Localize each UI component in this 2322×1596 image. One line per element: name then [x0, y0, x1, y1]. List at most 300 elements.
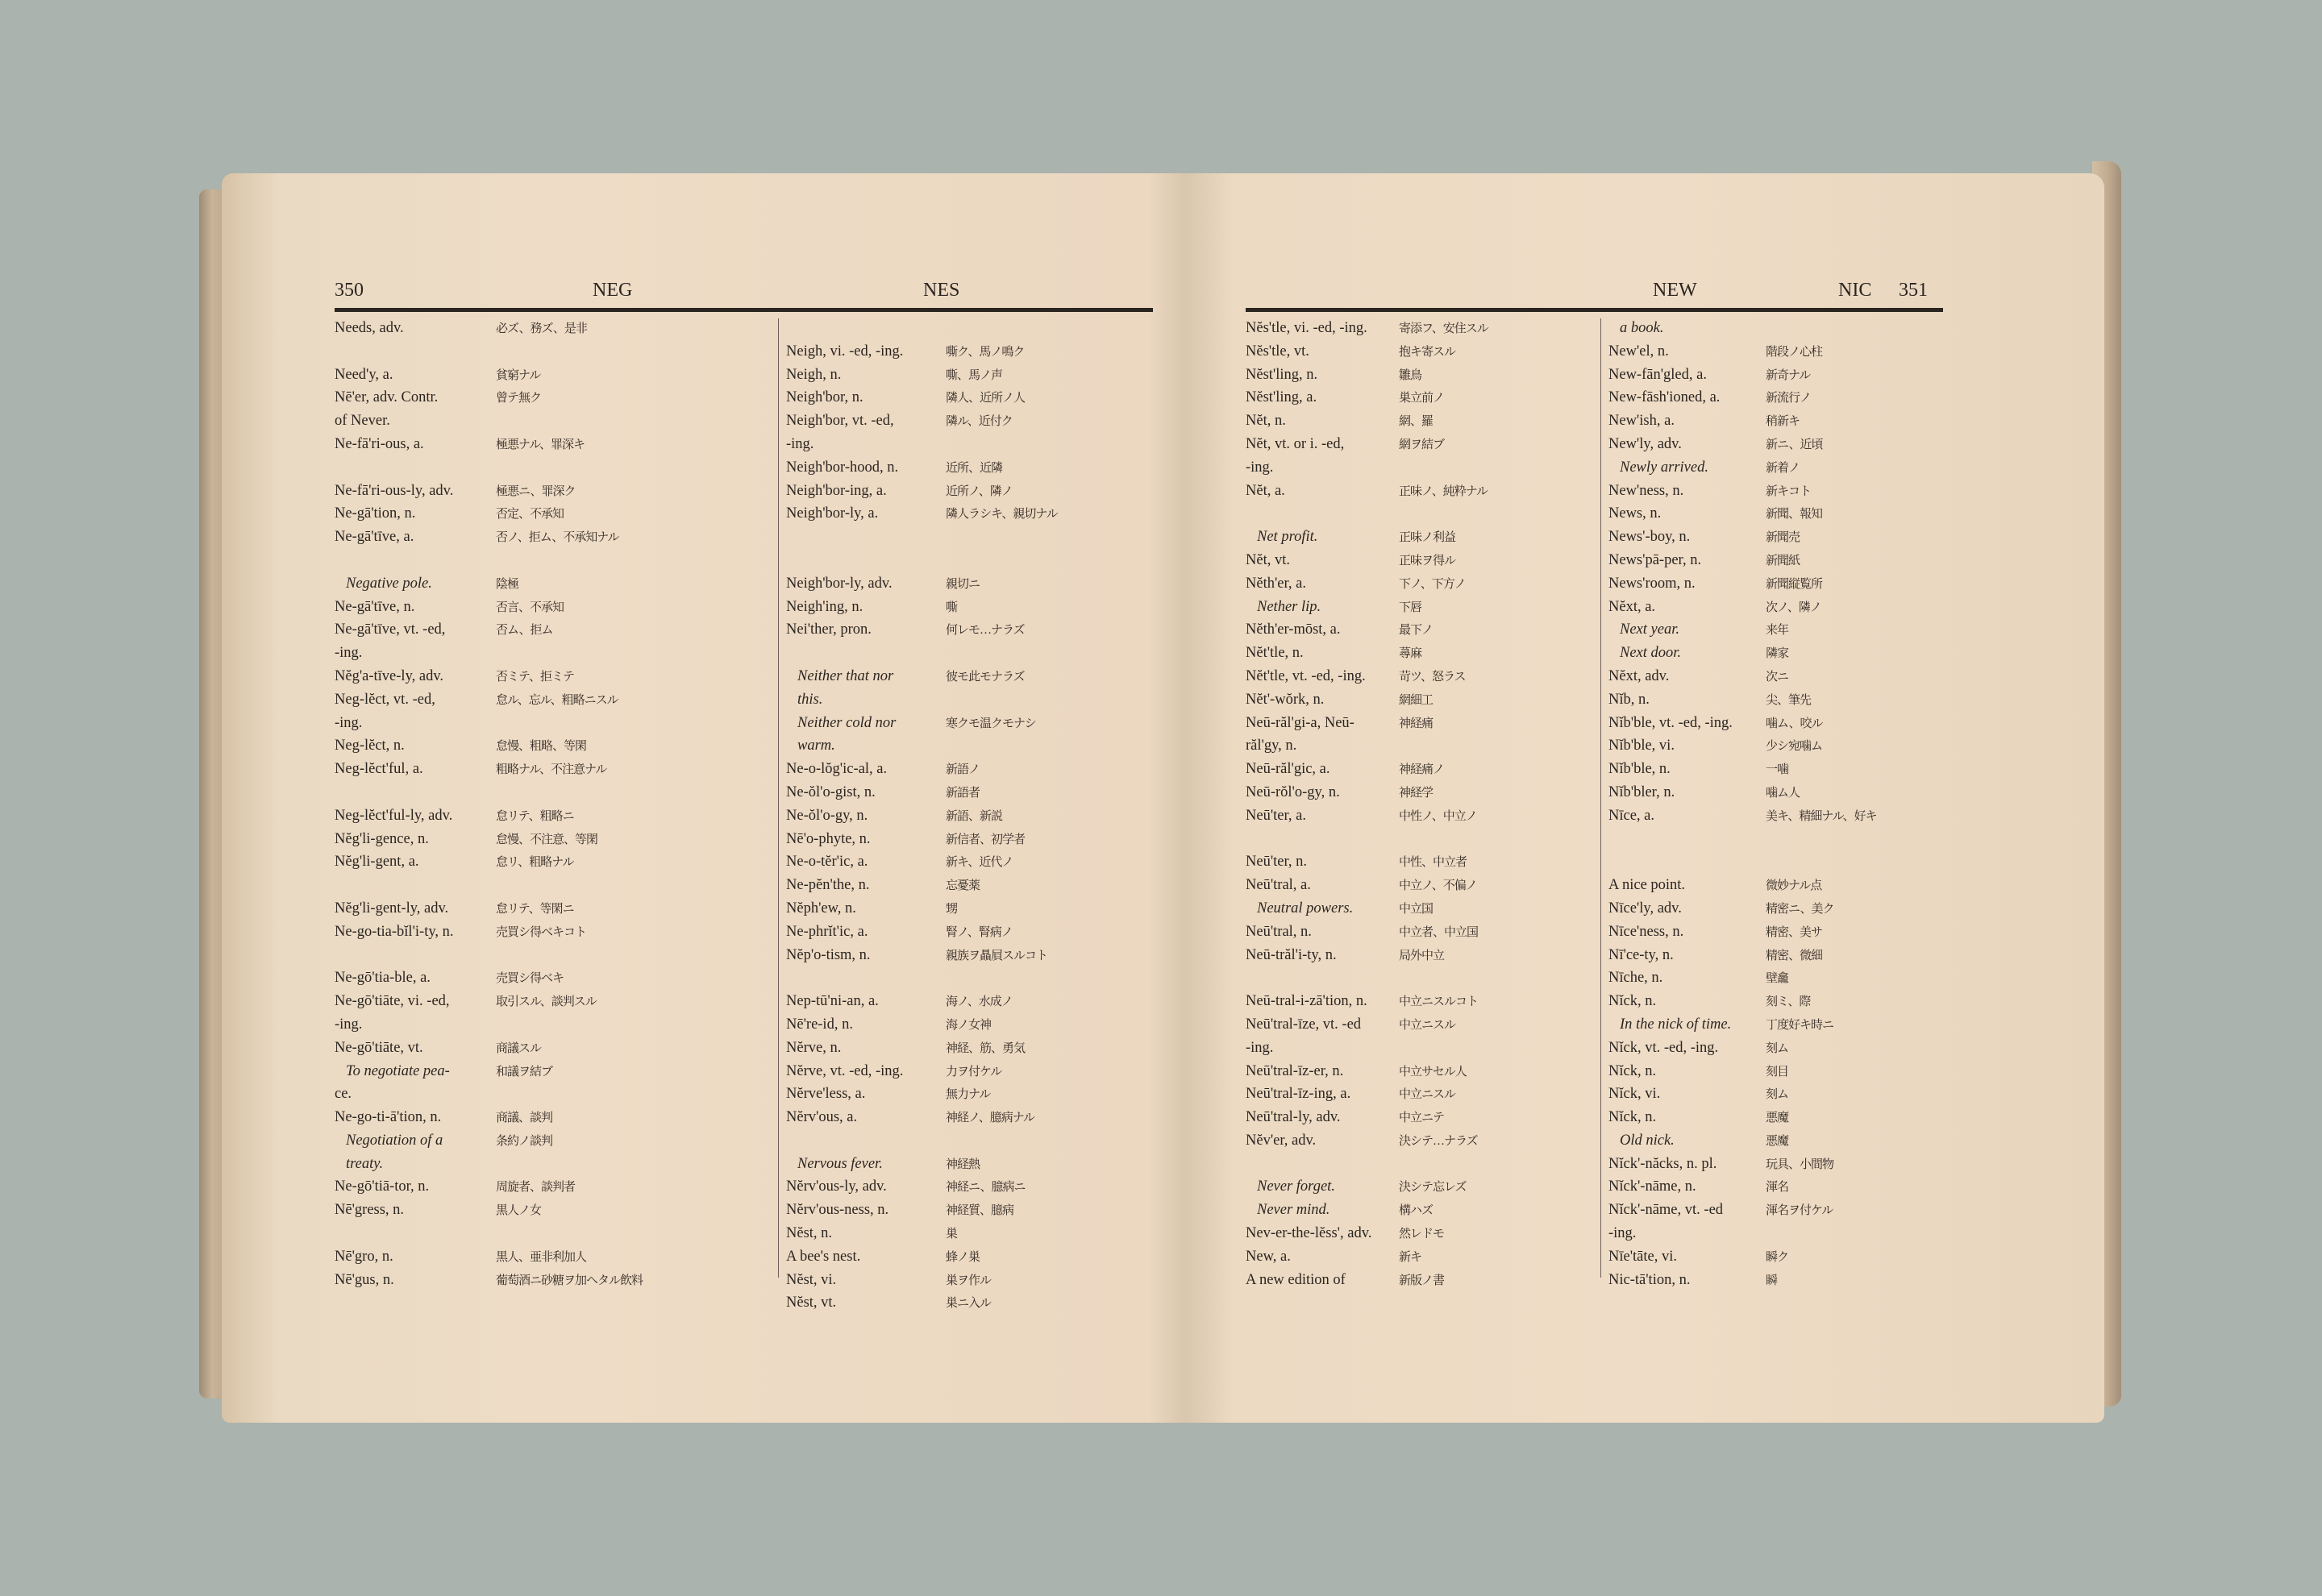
japanese-definition: 中性ノ、中立ノ — [1399, 809, 1477, 823]
headword: Nĕrv'ous-ness, n. — [786, 1202, 889, 1219]
dictionary-entry — [1246, 1245, 1592, 1269]
headword: Nĕt, n. — [1246, 413, 1286, 430]
dictionary-entry — [1608, 1083, 1947, 1106]
dictionary-entry — [335, 642, 770, 665]
headword: Nĕv'er, adv. — [1246, 1132, 1317, 1149]
headword: Ne-fā'ri-ous-ly, adv. — [335, 482, 454, 499]
japanese-definition: 怠慢、不注意、等閑 — [496, 833, 598, 846]
japanese-definition: 精密ニ、美ク — [1766, 902, 1834, 916]
dictionary-entry — [786, 1060, 1165, 1083]
japanese-definition: 瞬ク — [1766, 1250, 1789, 1264]
headword: Nĕrve, n. — [786, 1039, 842, 1056]
dictionary-entry — [1246, 758, 1592, 781]
dictionary-entry — [1608, 1245, 1947, 1269]
japanese-definition: 条約ノ談判 — [496, 1134, 553, 1148]
dictionary-entry — [1608, 502, 1947, 526]
japanese-definition: 親族ヲ贔屓スルコト — [946, 949, 1048, 962]
headword: Neū-trăl'i-ty, n. — [1246, 946, 1337, 963]
dictionary-entry — [335, 1153, 770, 1176]
headword: -ing. — [335, 1016, 363, 1033]
headword: A nice point. — [1608, 877, 1686, 894]
japanese-definition: 嘶ク、馬ノ鳴ク — [946, 345, 1025, 359]
japanese-definition: 黒人、亜非利加人 — [496, 1250, 587, 1264]
dictionary-entry — [1246, 596, 1592, 619]
dictionary-entry — [1246, 1013, 1592, 1037]
japanese-definition: 次ニ — [1766, 670, 1789, 684]
headword: Nep-tū'ni-an, a. — [786, 993, 879, 1010]
dictionary-entry — [1608, 1060, 1947, 1083]
headword: Nĕg'li-gent, a. — [335, 854, 419, 871]
right-header-rule — [1246, 308, 1943, 312]
japanese-definition: 否ミテ、拒ミテ — [496, 670, 574, 684]
dictionary-entry — [786, 665, 1165, 688]
dictionary-entry — [335, 340, 770, 364]
dictionary-entry — [786, 502, 1165, 526]
japanese-definition: 和議ヲ結ブ — [496, 1065, 553, 1079]
dictionary-entry — [1608, 340, 1947, 364]
dictionary-entry — [1608, 618, 1947, 642]
dictionary-entry — [1608, 1106, 1947, 1129]
japanese-definition: 売買シ得ベキコト — [496, 925, 587, 939]
japanese-definition: 中立ニスル — [1399, 1088, 1456, 1102]
japanese-definition: 極悪ナル、罪深キ — [496, 438, 585, 451]
japanese-definition: 中立ニスル — [1399, 1018, 1456, 1032]
dictionary-entry — [1246, 317, 1592, 340]
dictionary-entry — [786, 642, 1165, 665]
dictionary-entry — [335, 502, 770, 526]
dictionary-entry — [786, 1291, 1165, 1315]
dictionary-entry — [1246, 1083, 1592, 1106]
japanese-definition: 黒人ノ女 — [496, 1204, 542, 1218]
dictionary-entry — [786, 1245, 1165, 1269]
headword: Neū'ter, n. — [1246, 854, 1308, 871]
headword: Nether lip. — [1257, 598, 1321, 615]
headword: Nē'gro, n. — [335, 1248, 393, 1265]
japanese-definition: 巣ヲ作ル — [946, 1274, 992, 1287]
dictionary-entry — [1246, 966, 1592, 990]
dictionary-entry — [1246, 712, 1592, 735]
headword: Nĕrv'ous-ly, adv. — [786, 1178, 887, 1195]
headword: Nē'gress, n. — [335, 1202, 405, 1219]
japanese-definition: 微妙ナル点 — [1766, 879, 1822, 893]
dictionary-entry — [335, 317, 770, 340]
dictionary-entry — [1246, 433, 1592, 456]
japanese-definition: 少シ宛噛ム — [1766, 740, 1823, 754]
dictionary-entry — [786, 1222, 1165, 1245]
dictionary-entry — [1246, 526, 1592, 549]
japanese-definition: 腎ノ、腎病ノ — [946, 925, 1013, 939]
japanese-definition: 正味ノ、純粋ナル — [1399, 484, 1488, 498]
japanese-definition: 忘憂薬 — [946, 879, 980, 893]
japanese-definition: 近所、近隣 — [946, 461, 1003, 475]
headword: Nĕst, vi. — [786, 1271, 837, 1288]
dictionary-entry — [1608, 781, 1947, 804]
japanese-definition: 陰極 — [496, 577, 519, 591]
dictionary-entry — [786, 549, 1165, 572]
headword: Neū'ter, a. — [1246, 807, 1307, 824]
japanese-definition: 神経痛 — [1399, 717, 1434, 730]
dictionary-entry — [1246, 480, 1592, 503]
japanese-definition: 神経ニ、臆病ニ — [946, 1181, 1026, 1195]
japanese-definition: 階段ノ心柱 — [1766, 345, 1823, 359]
japanese-definition: 無力ナル — [946, 1088, 991, 1102]
dictionary-entry — [1608, 1129, 1947, 1153]
dictionary-entry — [786, 944, 1165, 967]
japanese-definition: 新信者、初学者 — [946, 833, 1026, 846]
headword: News, n. — [1608, 505, 1662, 522]
headword: Newly arrived. — [1620, 459, 1708, 476]
dictionary-entry — [1608, 572, 1947, 596]
left-page-column-1 — [335, 317, 770, 1291]
japanese-definition: 近所ノ、隣ノ — [946, 484, 1013, 498]
dictionary-entry — [1608, 921, 1947, 944]
dictionary-entry — [335, 1199, 770, 1222]
dictionary-entry — [1608, 433, 1947, 456]
dictionary-entry — [335, 828, 770, 851]
dictionary-entry — [335, 781, 770, 804]
headword: Neg-lĕct'ful-ly, adv. — [335, 807, 453, 824]
headword: Nĕt, vt. or i. -ed, — [1246, 435, 1345, 452]
headword: Neū'tral-īze, vt. -ed — [1246, 1016, 1362, 1033]
right-page-column-2 — [1608, 317, 1947, 1291]
dictionary-entry — [786, 1037, 1165, 1060]
right-page-number: 351 — [1899, 280, 1928, 301]
japanese-definition: 神経、筋、勇気 — [946, 1041, 1026, 1055]
headword: Never forget. — [1257, 1178, 1335, 1195]
dictionary-entry — [786, 1199, 1165, 1222]
dictionary-entry — [1246, 1106, 1592, 1129]
headword: Neigh'bor, vt. -ed, — [786, 413, 894, 430]
dictionary-entry — [1608, 758, 1947, 781]
headword: Ne-go-ti-ā'tion, n. — [335, 1109, 442, 1126]
dictionary-entry — [1246, 921, 1592, 944]
headword: Need'y, a. — [335, 366, 393, 383]
dictionary-entry — [335, 526, 770, 549]
japanese-definition: 壁龕 — [1766, 972, 1789, 986]
headword: -ing. — [1608, 1225, 1637, 1242]
headword: New'ish, a. — [1608, 413, 1675, 430]
headword: Nĕxt, a. — [1608, 598, 1656, 615]
headword: -ing. — [1246, 459, 1274, 476]
headword: Nĭb'ble, vt. -ed, -ing. — [1608, 714, 1733, 731]
headword: Nē'er, adv. Contr. — [335, 389, 439, 406]
japanese-definition: 中性、中立者 — [1399, 856, 1467, 870]
headword: Neigh, n. — [786, 366, 842, 383]
headword: Ne-gō'tiāte, vt. — [335, 1039, 423, 1056]
headword: Negotiation of a — [346, 1132, 443, 1149]
japanese-definition: 正味ノ利益 — [1399, 531, 1456, 545]
japanese-definition: 新キコト — [1766, 484, 1812, 498]
headword: Ne-pĕn'the, n. — [786, 877, 870, 894]
japanese-definition: 正味ヲ得ル — [1399, 554, 1456, 567]
headword: New, a. — [1246, 1248, 1291, 1265]
dictionary-entry — [1246, 665, 1592, 688]
dictionary-entry — [1246, 850, 1592, 874]
japanese-definition: 神経ノ、臆病ナル — [946, 1112, 1035, 1125]
dictionary-entry — [335, 758, 770, 781]
headword: Neg-lĕct, vt. -ed, — [335, 691, 435, 708]
headword: Next door. — [1620, 645, 1682, 662]
headword: Neū'tral, n. — [1246, 923, 1312, 940]
dictionary-entry — [1246, 1037, 1592, 1060]
left-column-divider — [778, 318, 779, 1278]
japanese-definition: 寒クモ温クモナシ — [946, 717, 1036, 730]
dictionary-entry — [1246, 1199, 1592, 1222]
dictionary-entry — [786, 921, 1165, 944]
headword: Net profit. — [1257, 529, 1318, 546]
dictionary-entry — [1608, 364, 1947, 387]
headword: -ing. — [786, 435, 814, 452]
headword: -ing. — [1246, 1039, 1274, 1056]
headword: Nīe'tāte, vi. — [1608, 1248, 1678, 1265]
dictionary-entry — [1608, 596, 1947, 619]
dictionary-entry — [1246, 1269, 1592, 1292]
japanese-definition: 否定、不承知 — [496, 508, 564, 522]
dictionary-entry — [786, 1106, 1165, 1129]
japanese-definition: 神経質、臆病 — [946, 1204, 1014, 1218]
dictionary-entry — [335, 1106, 770, 1129]
headword: Nĕt'-wŏrk, n. — [1246, 691, 1325, 708]
headword: Nĭck'-nāme, n. — [1608, 1178, 1696, 1195]
headword: Nĭb, n. — [1608, 691, 1650, 708]
dictionary-entry — [335, 409, 770, 433]
headword: Neg-lĕct, n. — [335, 738, 405, 754]
dictionary-entry — [335, 897, 770, 921]
dictionary-entry — [1608, 1175, 1947, 1199]
japanese-definition: 新版ノ書 — [1399, 1274, 1445, 1287]
japanese-definition: 中立者、中立国 — [1399, 925, 1479, 939]
dictionary-entry — [786, 874, 1165, 897]
japanese-definition: 神経痛ノ — [1399, 763, 1445, 777]
dictionary-entry — [335, 1013, 770, 1037]
dictionary-entry — [786, 850, 1165, 874]
headword: Nĭck, vi. — [1608, 1086, 1661, 1103]
japanese-definition: 怠慢、粗略、等閑 — [496, 740, 587, 754]
headword: News'pā-per, n. — [1608, 551, 1702, 568]
right-guide-word-start: NEW — [1653, 280, 1697, 301]
headword: Nĕph'ew, n. — [786, 900, 856, 916]
headword: Never mind. — [1257, 1202, 1330, 1219]
japanese-definition: 新語、新説 — [946, 809, 1003, 823]
dictionary-entry — [786, 897, 1165, 921]
dictionary-entry — [786, 712, 1165, 735]
dictionary-entry — [335, 618, 770, 642]
japanese-definition: 売買シ得ベキ — [496, 972, 564, 986]
japanese-definition: 新聞縦覧所 — [1766, 577, 1823, 591]
dictionary-entry — [1246, 1129, 1592, 1153]
dictionary-entry — [786, 364, 1165, 387]
headword: Neū'tral-īz-ing, a. — [1246, 1086, 1351, 1103]
japanese-definition: 否言、不承知 — [496, 601, 564, 614]
dictionary-entry — [786, 618, 1165, 642]
headword: Neū'tral, a. — [1246, 877, 1311, 894]
japanese-definition: 局外中立 — [1399, 949, 1445, 962]
dictionary-entry — [1608, 1037, 1947, 1060]
japanese-definition: 瞬 — [1766, 1274, 1778, 1287]
japanese-definition: 噛ム人 — [1766, 786, 1800, 800]
dictionary-entry — [1608, 549, 1947, 572]
dictionary-entry — [786, 1083, 1165, 1106]
dictionary-entry — [786, 409, 1165, 433]
dictionary-entry — [1246, 549, 1592, 572]
headword: A bee's nest. — [786, 1248, 861, 1265]
dictionary-entry — [335, 990, 770, 1013]
dictionary-entry — [1246, 688, 1592, 712]
dictionary-entry — [335, 364, 770, 387]
headword: New'ly, adv. — [1608, 435, 1682, 452]
japanese-definition: 怠リテ、等閑ニ — [496, 902, 574, 916]
dictionary-entry — [1608, 804, 1947, 828]
japanese-definition: 次ノ、隣ノ — [1766, 601, 1821, 614]
dictionary-entry — [1246, 781, 1592, 804]
japanese-definition: 噛ム、咬ル — [1766, 717, 1823, 730]
japanese-definition: 玩具、小間物 — [1766, 1158, 1834, 1171]
dictionary-entry — [335, 1083, 770, 1106]
headword: Ne-gā'tion, n. — [335, 505, 416, 522]
japanese-definition: 刻ム — [1766, 1041, 1789, 1055]
headword: Neū-răl'gi-a, Neū- — [1246, 714, 1354, 731]
dictionary-entry — [786, 734, 1165, 758]
japanese-definition: 新聞紙 — [1766, 554, 1800, 567]
japanese-definition: 蜂ノ巣 — [946, 1250, 980, 1264]
headword: Ne-gō'tiāte, vi. -ed, — [335, 993, 450, 1010]
japanese-definition: 隣家 — [1766, 647, 1789, 661]
japanese-definition: 隣人ラシキ、親切ナル — [946, 508, 1058, 522]
headword: Ne-go-tia-bĭl'i-ty, n. — [335, 923, 454, 940]
left-header-rule — [335, 308, 1153, 312]
dictionary-entry — [786, 1153, 1165, 1176]
headword: -ing. — [335, 714, 363, 731]
japanese-definition: 中立ニスルコト — [1399, 995, 1479, 1009]
dictionary-entry — [1246, 364, 1592, 387]
japanese-definition: 怠リ、粗略ナル — [496, 856, 574, 870]
japanese-definition: 新語者 — [946, 786, 980, 800]
dictionary-entry — [1608, 526, 1947, 549]
japanese-definition: 甥 — [946, 902, 958, 916]
headword: Nĭck, vt. -ed, -ing. — [1608, 1039, 1719, 1056]
dictionary-entry — [1608, 990, 1947, 1013]
dictionary-entry — [786, 828, 1165, 851]
headword: Neigh'bor-hood, n. — [786, 459, 899, 476]
headword: Nĕth'er, a. — [1246, 575, 1307, 592]
japanese-definition: 葡萄酒ニ砂糖ヲ加ヘタル飲料 — [496, 1274, 643, 1287]
dictionary-entry — [786, 688, 1165, 712]
japanese-definition: 新奇ナル — [1766, 368, 1811, 382]
dictionary-entry — [1246, 386, 1592, 409]
dictionary-entry — [335, 874, 770, 897]
headword: Nĕt, vt. — [1246, 551, 1290, 568]
japanese-definition: 新キ — [1399, 1250, 1422, 1264]
headword: Ne-gō'tia-ble, a. — [335, 970, 431, 987]
dictionary-entry — [1246, 734, 1592, 758]
dictionary-entry — [335, 549, 770, 572]
japanese-definition: 否ノ、拒ム、不承知ナル — [496, 531, 619, 545]
dictionary-entry — [786, 317, 1165, 340]
japanese-definition: 新語ノ — [946, 763, 980, 777]
headword: Nĭck, n. — [1608, 1109, 1657, 1126]
headword: Nĕst, n. — [786, 1225, 833, 1242]
headword: News'-boy, n. — [1608, 529, 1691, 546]
japanese-definition: 最下ノ — [1399, 624, 1434, 638]
right-page-column-1 — [1246, 317, 1592, 1291]
japanese-definition: 精密、美サ — [1766, 925, 1823, 939]
japanese-definition: 雛鳥 — [1399, 368, 1422, 382]
headword: Nĕs'tle, vi. -ed, -ing. — [1246, 320, 1367, 336]
dictionary-entry — [1608, 480, 1947, 503]
japanese-definition: 曾テ無ク — [496, 392, 542, 405]
headword: Ne-phrĭt'ic, a. — [786, 923, 868, 940]
headword: Nĕst, vt. — [786, 1295, 837, 1311]
dictionary-entry — [335, 734, 770, 758]
japanese-definition: 決シテ忘レズ — [1399, 1181, 1467, 1195]
dictionary-entry — [335, 665, 770, 688]
headword: this. — [797, 691, 823, 708]
japanese-definition: 力ヲ付ケル — [946, 1065, 1002, 1079]
japanese-definition: 蕁麻 — [1399, 647, 1422, 661]
japanese-definition: 何レモ…ナラズ — [946, 624, 1025, 638]
japanese-definition: 悪魔 — [1766, 1112, 1789, 1125]
right-page — [1185, 173, 2104, 1423]
japanese-definition: 下唇 — [1399, 601, 1422, 614]
dictionary-entry — [1246, 502, 1592, 526]
headword: Ne-o-lŏg'ic-al, a. — [786, 761, 888, 778]
headword: New-fāsh'ioned, a. — [1608, 389, 1721, 406]
dictionary-entry — [786, 1013, 1165, 1037]
headword: Nĕg'li-gence, n. — [335, 830, 429, 847]
japanese-definition: 来年 — [1766, 624, 1789, 638]
headword: Nĕrve, vt. -ed, -ing. — [786, 1062, 904, 1079]
headword: Nĕst'ling, n. — [1246, 366, 1318, 383]
dictionary-entry — [1246, 340, 1592, 364]
dictionary-entry — [1608, 1013, 1947, 1037]
dictionary-entry — [1246, 1175, 1592, 1199]
headword: Nĭb'bler, n. — [1608, 783, 1675, 800]
japanese-definition: 神経学 — [1399, 786, 1434, 800]
headword: Nĕxt, adv. — [1608, 667, 1670, 684]
dictionary-entry — [1246, 456, 1592, 480]
dictionary-entry — [335, 921, 770, 944]
japanese-definition: 新キ、近代ノ — [946, 856, 1013, 870]
dictionary-entry — [786, 572, 1165, 596]
dictionary-entry — [1608, 897, 1947, 921]
japanese-definition: 決シテ…ナラズ — [1399, 1134, 1478, 1148]
japanese-definition: 極悪ニ、罪深ク — [496, 484, 576, 498]
dictionary-entry — [1246, 1153, 1592, 1176]
headword: Nĕth'er-mōst, a. — [1246, 621, 1341, 638]
japanese-definition: 貧窮ナル — [496, 368, 541, 382]
japanese-definition: 彼モ此モナラズ — [946, 670, 1025, 684]
japanese-definition: 巣立前ノ — [1399, 392, 1445, 405]
dictionary-entry — [1246, 1060, 1592, 1083]
japanese-definition: 刻目 — [1766, 1065, 1789, 1079]
headword: New-fān'gled, a. — [1608, 366, 1707, 383]
japanese-definition: 中立国 — [1399, 902, 1434, 916]
headword: Nĕs'tle, vt. — [1246, 343, 1309, 360]
headword: Nev-er-the-lĕss', adv. — [1246, 1225, 1372, 1242]
headword: Neigh, vi. -ed, -ing. — [786, 343, 904, 360]
japanese-definition: 取引スル、談判スル — [496, 995, 597, 1009]
dictionary-entry — [1608, 1222, 1947, 1245]
headword: Ne-gā'tīve, vt. -ed, — [335, 621, 446, 638]
japanese-definition: 中立ニテ — [1399, 1112, 1445, 1125]
dictionary-entry — [1246, 572, 1592, 596]
headword: Needs, adv. — [335, 320, 404, 336]
japanese-definition: 尖、筆先 — [1766, 693, 1812, 707]
dictionary-entry — [335, 456, 770, 480]
dictionary-entry — [335, 804, 770, 828]
dictionary-entry — [786, 1129, 1165, 1153]
headword: Neigh'bor-ly, adv. — [786, 575, 893, 592]
